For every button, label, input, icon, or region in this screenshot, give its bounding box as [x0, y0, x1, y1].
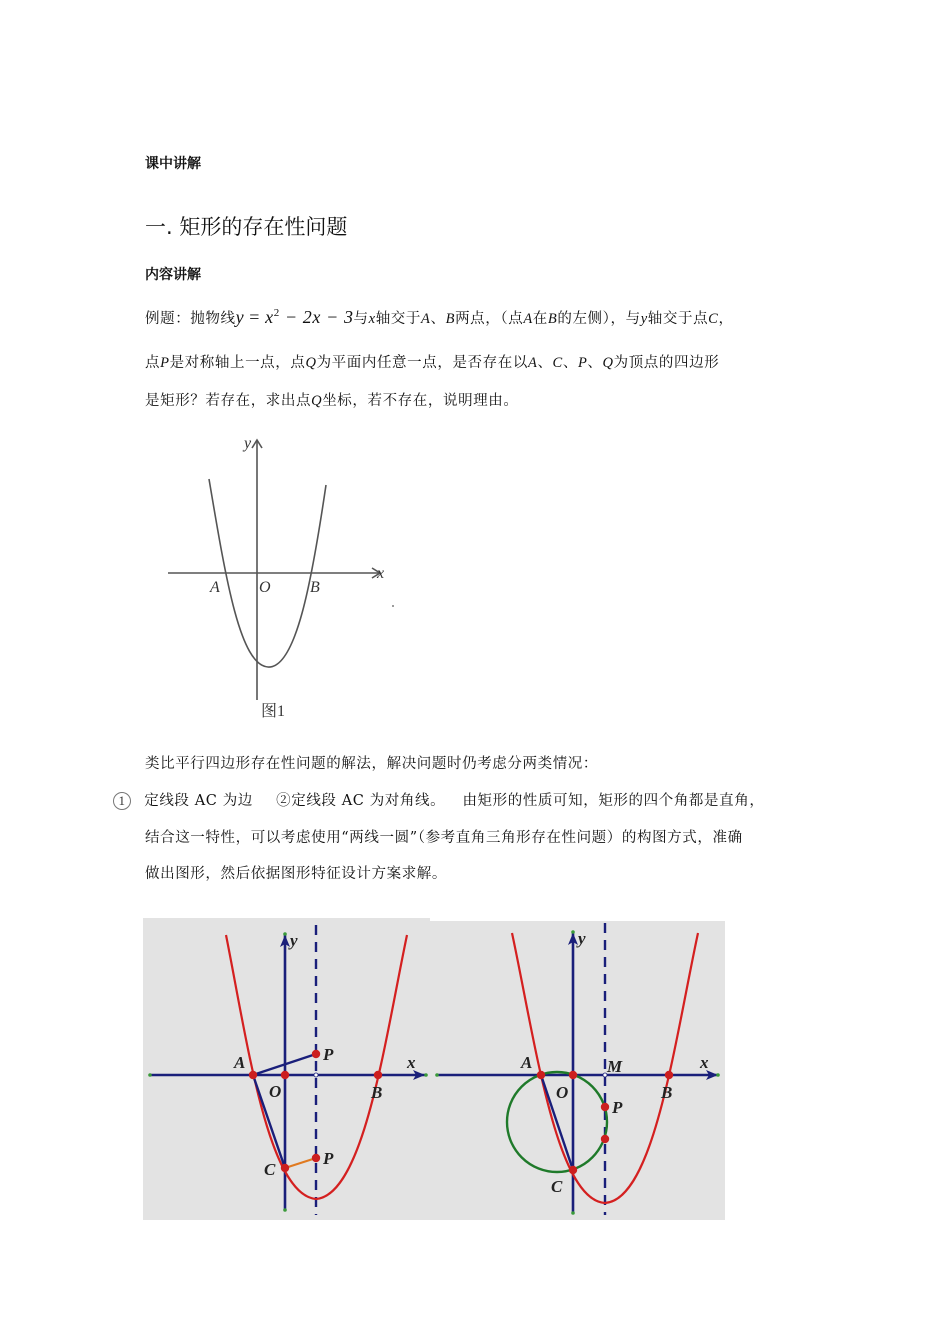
text: 与 — [353, 311, 369, 327]
label-A: A — [521, 1053, 533, 1072]
var-P: P — [160, 355, 170, 371]
point-A — [249, 1071, 257, 1079]
label-y: y — [244, 435, 252, 452]
endpoint — [435, 1073, 439, 1077]
var-C: C — [552, 355, 563, 371]
endpoint — [716, 1073, 720, 1077]
point-B — [665, 1071, 673, 1079]
point-P — [601, 1103, 609, 1111]
text: 、 — [537, 355, 553, 371]
eq-rest: − 2x − 3 — [279, 307, 354, 327]
eq-y: y — [235, 307, 245, 327]
example-line-3 — [145, 389, 519, 410]
analysis-line-3: 结合这一特性，可以考虑使用“两线一圆”（参考直角三角形存在性问题）的构图方式，准确 — [145, 830, 743, 846]
analysis-line-4: 做出图形，然后依据图形特征设计方案求解。 — [145, 866, 447, 882]
case-2-text: ②定线段 AC 为对角线。 — [276, 793, 446, 809]
text: 、 — [587, 355, 603, 371]
label-x: x — [700, 1053, 709, 1072]
label-B: B — [661, 1083, 673, 1102]
figure-1-parabola — [160, 425, 410, 725]
label-M: M — [607, 1057, 623, 1076]
section-title: 一. 矩形的存在性问题 — [145, 215, 348, 239]
point-O — [569, 1071, 577, 1079]
var-P: P — [577, 355, 588, 371]
text: 轴交于点 — [647, 311, 709, 327]
circled-number-1: 1 — [113, 792, 131, 810]
point-C — [569, 1166, 577, 1174]
point-P-second — [601, 1135, 609, 1143]
label-A: A — [234, 1053, 246, 1072]
point-C — [281, 1164, 289, 1172]
label-O: O — [269, 1082, 282, 1101]
var-A: A — [421, 311, 431, 327]
text: 为平面内任意一点，是否存在以 — [316, 355, 528, 371]
label-x: x — [407, 1053, 416, 1072]
text: 、 — [430, 311, 446, 327]
stray-dot — [392, 605, 394, 607]
point-O — [281, 1071, 289, 1079]
subsection-label: 内容讲解 — [145, 267, 201, 283]
label-B: B — [310, 579, 320, 596]
text: 为顶点的四边形 — [613, 355, 720, 371]
eq-x: x — [265, 307, 274, 327]
var-Q: Q — [602, 355, 614, 371]
var-B: B — [445, 311, 456, 327]
text: 是矩形？若存在，求出点 — [145, 393, 312, 409]
analysis-line-1: 类比平行四边形存在性问题的解法，解决问题时仍考虑分两类情况： — [145, 756, 598, 772]
label-O: O — [259, 579, 271, 596]
label-C: C — [551, 1177, 563, 1196]
point-P-top — [312, 1050, 320, 1058]
case-1-text: 定线段 AC 为边 — [144, 793, 253, 809]
label-C: C — [264, 1160, 276, 1179]
label-P-bottom: P — [323, 1149, 334, 1168]
text: 、 — [562, 355, 578, 371]
point-axis-intersection — [314, 1073, 318, 1077]
label-O: O — [556, 1083, 569, 1102]
panel-top-notch — [430, 918, 725, 921]
endpoint — [283, 932, 287, 936]
var-B: B — [547, 311, 558, 327]
text: 在 — [532, 311, 548, 327]
var-A: A — [527, 355, 538, 371]
endpoint — [571, 930, 575, 934]
var-C: C — [708, 311, 719, 327]
label-y: y — [578, 929, 586, 948]
eq-exponent: 2 — [273, 307, 280, 319]
text: 例题：抛物线 — [145, 311, 236, 327]
eq-sign: = — [244, 307, 266, 327]
analysis-line-2 — [113, 789, 764, 810]
label-y: y — [290, 931, 298, 950]
label-P-top: P — [323, 1045, 334, 1064]
text: 是对称轴上一点，点 — [169, 355, 306, 371]
point-A — [537, 1071, 545, 1079]
text: ， — [718, 311, 734, 327]
text: 两点，（点 — [455, 311, 524, 327]
equation — [236, 307, 354, 327]
endpoint — [283, 1208, 287, 1212]
var-Q: Q — [305, 355, 317, 371]
example-line-2 — [145, 351, 719, 372]
text: 轴交于 — [375, 311, 422, 327]
endpoint — [571, 1211, 575, 1215]
label-A: A — [210, 579, 220, 596]
text: 点 — [145, 355, 161, 371]
endpoint — [148, 1073, 152, 1077]
var-Q: Q — [311, 393, 323, 409]
var-x: x — [368, 311, 376, 327]
example-line-1 — [145, 307, 734, 328]
section-label: 课中讲解 — [145, 156, 201, 172]
endpoint — [424, 1073, 428, 1077]
label-x: x — [377, 565, 385, 582]
figure-2-panel — [143, 918, 725, 1220]
var-A: A — [523, 311, 533, 327]
point-P-bottom — [312, 1154, 320, 1162]
label-B: B — [371, 1083, 383, 1102]
var-y: y — [640, 311, 648, 327]
text: 的左侧），与 — [557, 311, 641, 327]
label-P: P — [612, 1098, 623, 1117]
point-B — [374, 1071, 382, 1079]
figure-caption: 图1 — [261, 703, 286, 720]
text: 由矩形的性质可知，矩形的四个角都是直角， — [462, 793, 765, 809]
text: 坐标，若不存在，说明理由。 — [322, 393, 519, 409]
